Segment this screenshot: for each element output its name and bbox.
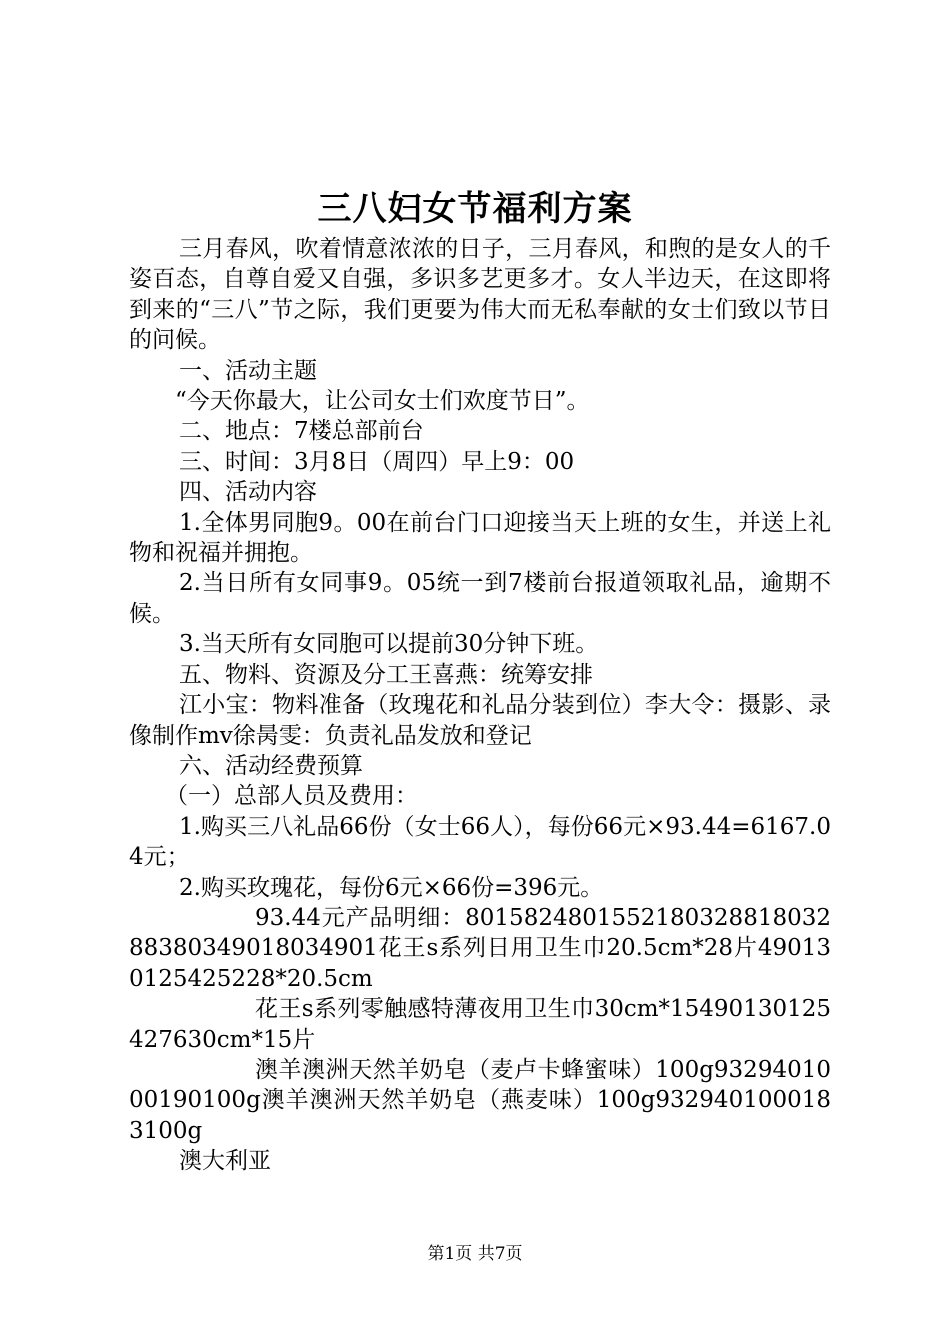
product-details-4: 澳大利亚 xyxy=(179,1148,271,1175)
content-item-2: 2.当日所有女同事9。05统一到7楼前台报道领取礼品，逾期不候。 xyxy=(129,570,831,627)
content-item-1: 1.全体男同胞9。00在前台门口迎接当天上班的女生，并送上礼物和祝福并拥抱。 xyxy=(129,509,831,567)
product-details-2: 花王s系列零触感特薄夜用卫生巾30cm*15490130125427630cm*15片 xyxy=(129,996,831,1053)
product-details-3: 澳羊澳洲天然羊奶皂（麦卢卡蜂蜜味）100g9329401000190100g澳羊澳洲天然羊奶皂（燕麦味）100g9329401000183100g xyxy=(129,1056,831,1144)
document-title: 三八妇女节福利方案 xyxy=(317,189,633,229)
page-number: 第1页 共7页 xyxy=(427,1244,523,1264)
section-heading-materials: 五、物料、资源及分工王喜燕：统筹安排 xyxy=(179,661,593,688)
document-body xyxy=(129,234,831,1177)
materials-assignments: 江小宝：物料准备（玫瑰花和礼品分装到位）李大令：摄影、录像制作mv徐昺雯：负责礼品发放和登记 xyxy=(129,692,831,749)
section-heading-budget: 六、活动经费预算 xyxy=(179,752,363,779)
section-heading-location: 二、地点：7楼总部前台 xyxy=(179,418,424,445)
intro-paragraph: 三月春风，吹着情意浓浓的日子，三月春风，和煦的是女人的千姿百态，自尊自爱又自强，多识多艺更多才。女人半边天，在这即将到来的“三八”节之际，我们更要为伟大而无私奉献的女士们致以节日的问候。 xyxy=(129,236,831,354)
product-details-1: 93.44元产品明细：801582480155218032881803288380349018034901花王s系列日用卫生巾20.5cm*28片490130125425228*20.5cm xyxy=(129,904,831,992)
section-heading-theme: 一、活动主题 xyxy=(179,357,317,384)
budget-item-1: 1.购买三八礼品66份（女士66人），每份66元×93.44=6167.04元； xyxy=(129,813,831,871)
section-heading-content: 四、活动内容 xyxy=(179,479,317,506)
content-item-3: 3.当天所有女同胞可以提前30分钟下班。 xyxy=(179,631,599,658)
budget-subheading: （一）总部人员及费用： xyxy=(165,783,418,810)
section-heading-time: 三、时间：3月8日（周四）早上9：00 xyxy=(179,448,575,475)
budget-item-2: 2.购买玫瑰花，每份6元×66份=396元。 xyxy=(179,874,604,901)
theme-text: “今天你最大，让公司女士们欢度节日”。 xyxy=(175,388,590,415)
